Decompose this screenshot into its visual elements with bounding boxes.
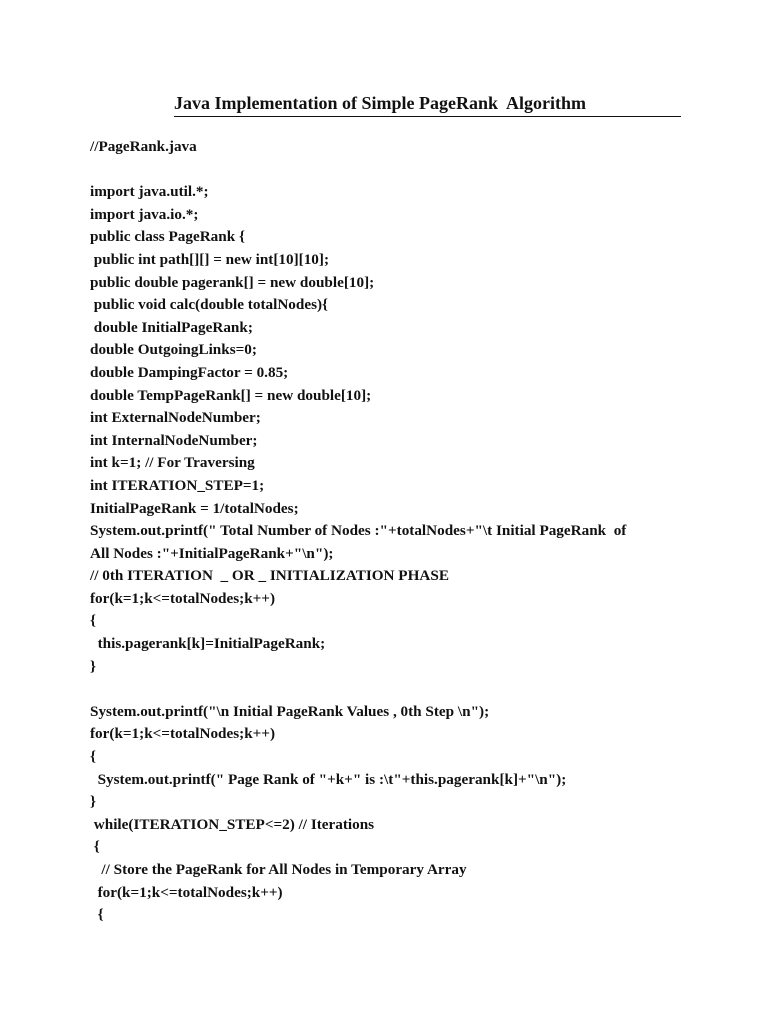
code-line: public class PageRank { [90, 228, 245, 246]
title-underline [174, 90, 681, 117]
code-line: int InternalNodeNumber; [90, 431, 258, 449]
code-line: { [90, 838, 100, 856]
code-line: { [90, 906, 104, 924]
code-line [90, 678, 750, 701]
code-line: } [90, 793, 96, 811]
code-line: // 0th ITERATION _ OR _ INITIALIZATION PHASE [90, 567, 449, 585]
code-line: double TempPageRank[] = new double[10]; [90, 386, 372, 404]
code-line: this.pagerank[k]=InitialPageRank; [90, 635, 326, 653]
code-line: System.out.printf(" Total Number of Nodes :"+totalNodes+"\t Initial PageRank of [90, 522, 627, 540]
code-line: public int path[][] = new int[10][10]; [90, 250, 329, 268]
code-line: double InitialPageRank; [90, 318, 253, 336]
code-line: } [90, 657, 96, 675]
code-listing [90, 136, 750, 927]
code-line: for(k=1;k<=totalNodes;k++) [90, 883, 283, 901]
code-line: public double pagerank[] = new double[10]; [90, 273, 375, 291]
code-line: System.out.printf("\n Initial PageRank Values , 0th Step \n"); [90, 702, 490, 720]
code-line: { [90, 748, 96, 766]
code-line [90, 159, 750, 182]
code-line: while(ITERATION_STEP<=2) // Iterations [90, 815, 375, 833]
code-line: InitialPageRank = 1/totalNodes; [90, 499, 299, 517]
code-line: import java.io.*; [90, 205, 199, 223]
code-line: int ExternalNodeNumber; [90, 409, 261, 427]
code-line: { [90, 612, 96, 630]
code-line: import java.util.*; [90, 183, 209, 201]
code-line: // Store the PageRank for All Nodes in Temporary Array [90, 861, 467, 878]
code-line: public void calc(double totalNodes){ [90, 296, 329, 314]
code-line: int ITERATION_STEP=1; [90, 476, 265, 494]
code-line: for(k=1;k<=totalNodes;k++) [90, 725, 276, 743]
document-title: Java Implementation of Simple PageRank Algorithm [174, 93, 586, 113]
code-line: int k=1; // For Traversing [90, 454, 255, 472]
code-line: All Nodes :"+InitialPageRank+"\n"); [90, 544, 334, 562]
code-line: System.out.printf(" Page Rank of "+k+" is :\t"+this.pagerank[k]+"\n"); [90, 770, 567, 788]
code-line: double DampingFactor = 0.85; [90, 363, 289, 381]
code-line: double OutgoingLinks=0; [90, 341, 257, 359]
code-line: //PageRank.java [90, 138, 197, 155]
code-line: for(k=1;k<=totalNodes;k++) [90, 589, 276, 607]
